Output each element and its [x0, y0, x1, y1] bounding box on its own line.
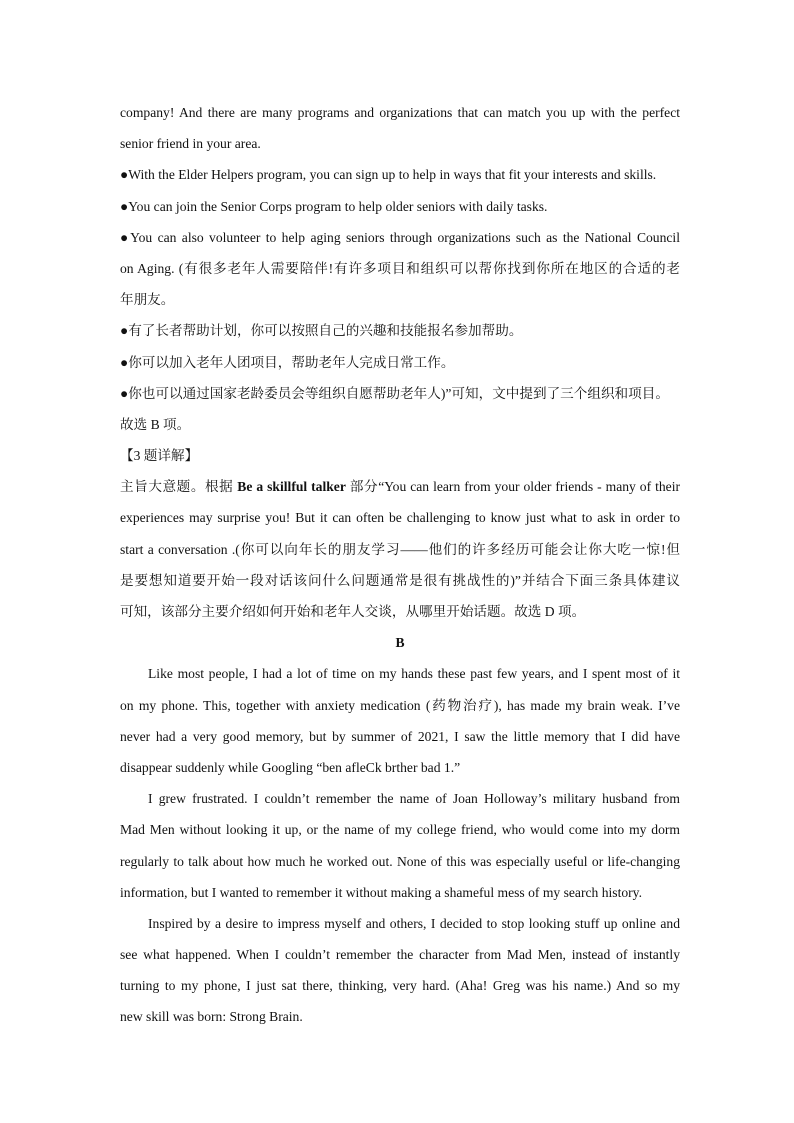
bullet-item: ●有了长者帮助计划，你可以按照自己的兴趣和技能报名参加帮助。	[120, 323, 523, 339]
text-line: Inspired by a desire to impress myself and others, I decided to stop looking stuff up online and	[148, 915, 680, 931]
passage-heading: B	[395, 635, 405, 651]
text-span: 主旨大意题。根据	[120, 479, 238, 495]
text-line: 年朋友。	[120, 292, 175, 308]
bullet-item: ●With the Elder Helpers program, you can sign up to help in ways that fit your interests and skills.	[120, 167, 657, 183]
text-line: turning to my phone, I just sat there, thinking, very hard. (Aha! Greg was his name.) And so my	[120, 978, 680, 994]
text-line: new skill was born: Strong Brain.	[120, 1009, 303, 1025]
text-line: on Aging. (有很多老年人需要陪伴!有许多项目和组织可以帮你找到你所在地区的合适的老	[120, 260, 680, 276]
text-line: Mad Men without looking it up, or the name of my college friend, who would come into my dorm	[120, 822, 680, 838]
text-line: I grew frustrated. I couldn’t remember the name of Joan Holloway’s military husband from	[148, 791, 680, 807]
section-heading: 【3 题详解】	[120, 448, 199, 464]
answer-line: 故选 B 项。	[120, 416, 191, 432]
text-span: 部分“You can learn from your older friends - many of their	[345, 479, 680, 495]
text-line: company! And there are many programs and organizations that can match you up with the perfect	[120, 105, 680, 120]
text-line	[120, 471, 680, 502]
text-line: information, but I wanted to remember it without making a shameful mess of my search history.	[120, 884, 642, 900]
text-line: experiences may surprise you! But it can often be challenging to know just what to ask in order to	[120, 510, 680, 526]
text-line: start a conversation .(你可以向年长的朋友学习——他们的许多经历可能会让你大吃一惊!但	[120, 541, 680, 557]
text-line: senior friend in your area.	[120, 136, 261, 152]
text-line: 是要想知道要开始一段对话该问什么问题通常是很有挑战性的)”并结合下面三条具体建议	[120, 572, 680, 588]
text-line: on my phone. This, together with anxiety medication (药物治疗), has made my brain weak. I’ve	[120, 697, 680, 713]
text-line: 可知，该部分主要介绍如何开始和老年人交谈，从哪里开始话题。故选 D 项。	[120, 604, 586, 619]
text-line: see what happened. When I couldn’t remember the character from Mad Men, instead of instantly	[120, 947, 680, 963]
bullet-item: ●You can also volunteer to help aging seniors through organizations such as the National Council	[120, 229, 680, 245]
bullet-item: ●你也可以通过国家老龄委员会等组织自愿帮助老年人)”可知，文中提到了三个组织和项目。	[120, 385, 669, 401]
text-line: never had a very good memory, but by summer of 2021, I saw the little memory that I did have	[120, 728, 680, 744]
text-line: Like most people, I had a lot of time on my hands these past few years, and I spent most of it	[148, 666, 680, 682]
bold-phrase: Be a skillful talker	[237, 479, 346, 495]
bullet-item: ●You can join the Senior Corps program to help older seniors with daily tasks.	[120, 198, 548, 214]
bullet-item: ●你可以加入老年人团项目，帮助老年人完成日常工作。	[120, 354, 455, 370]
document-page	[120, 97, 680, 1033]
text-line: disappear suddenly while Googling “ben afleCk brther bad 1.”	[120, 759, 461, 775]
text-line: regularly to talk about how much he worked out. None of this was especially useful or life-changing	[120, 853, 680, 869]
